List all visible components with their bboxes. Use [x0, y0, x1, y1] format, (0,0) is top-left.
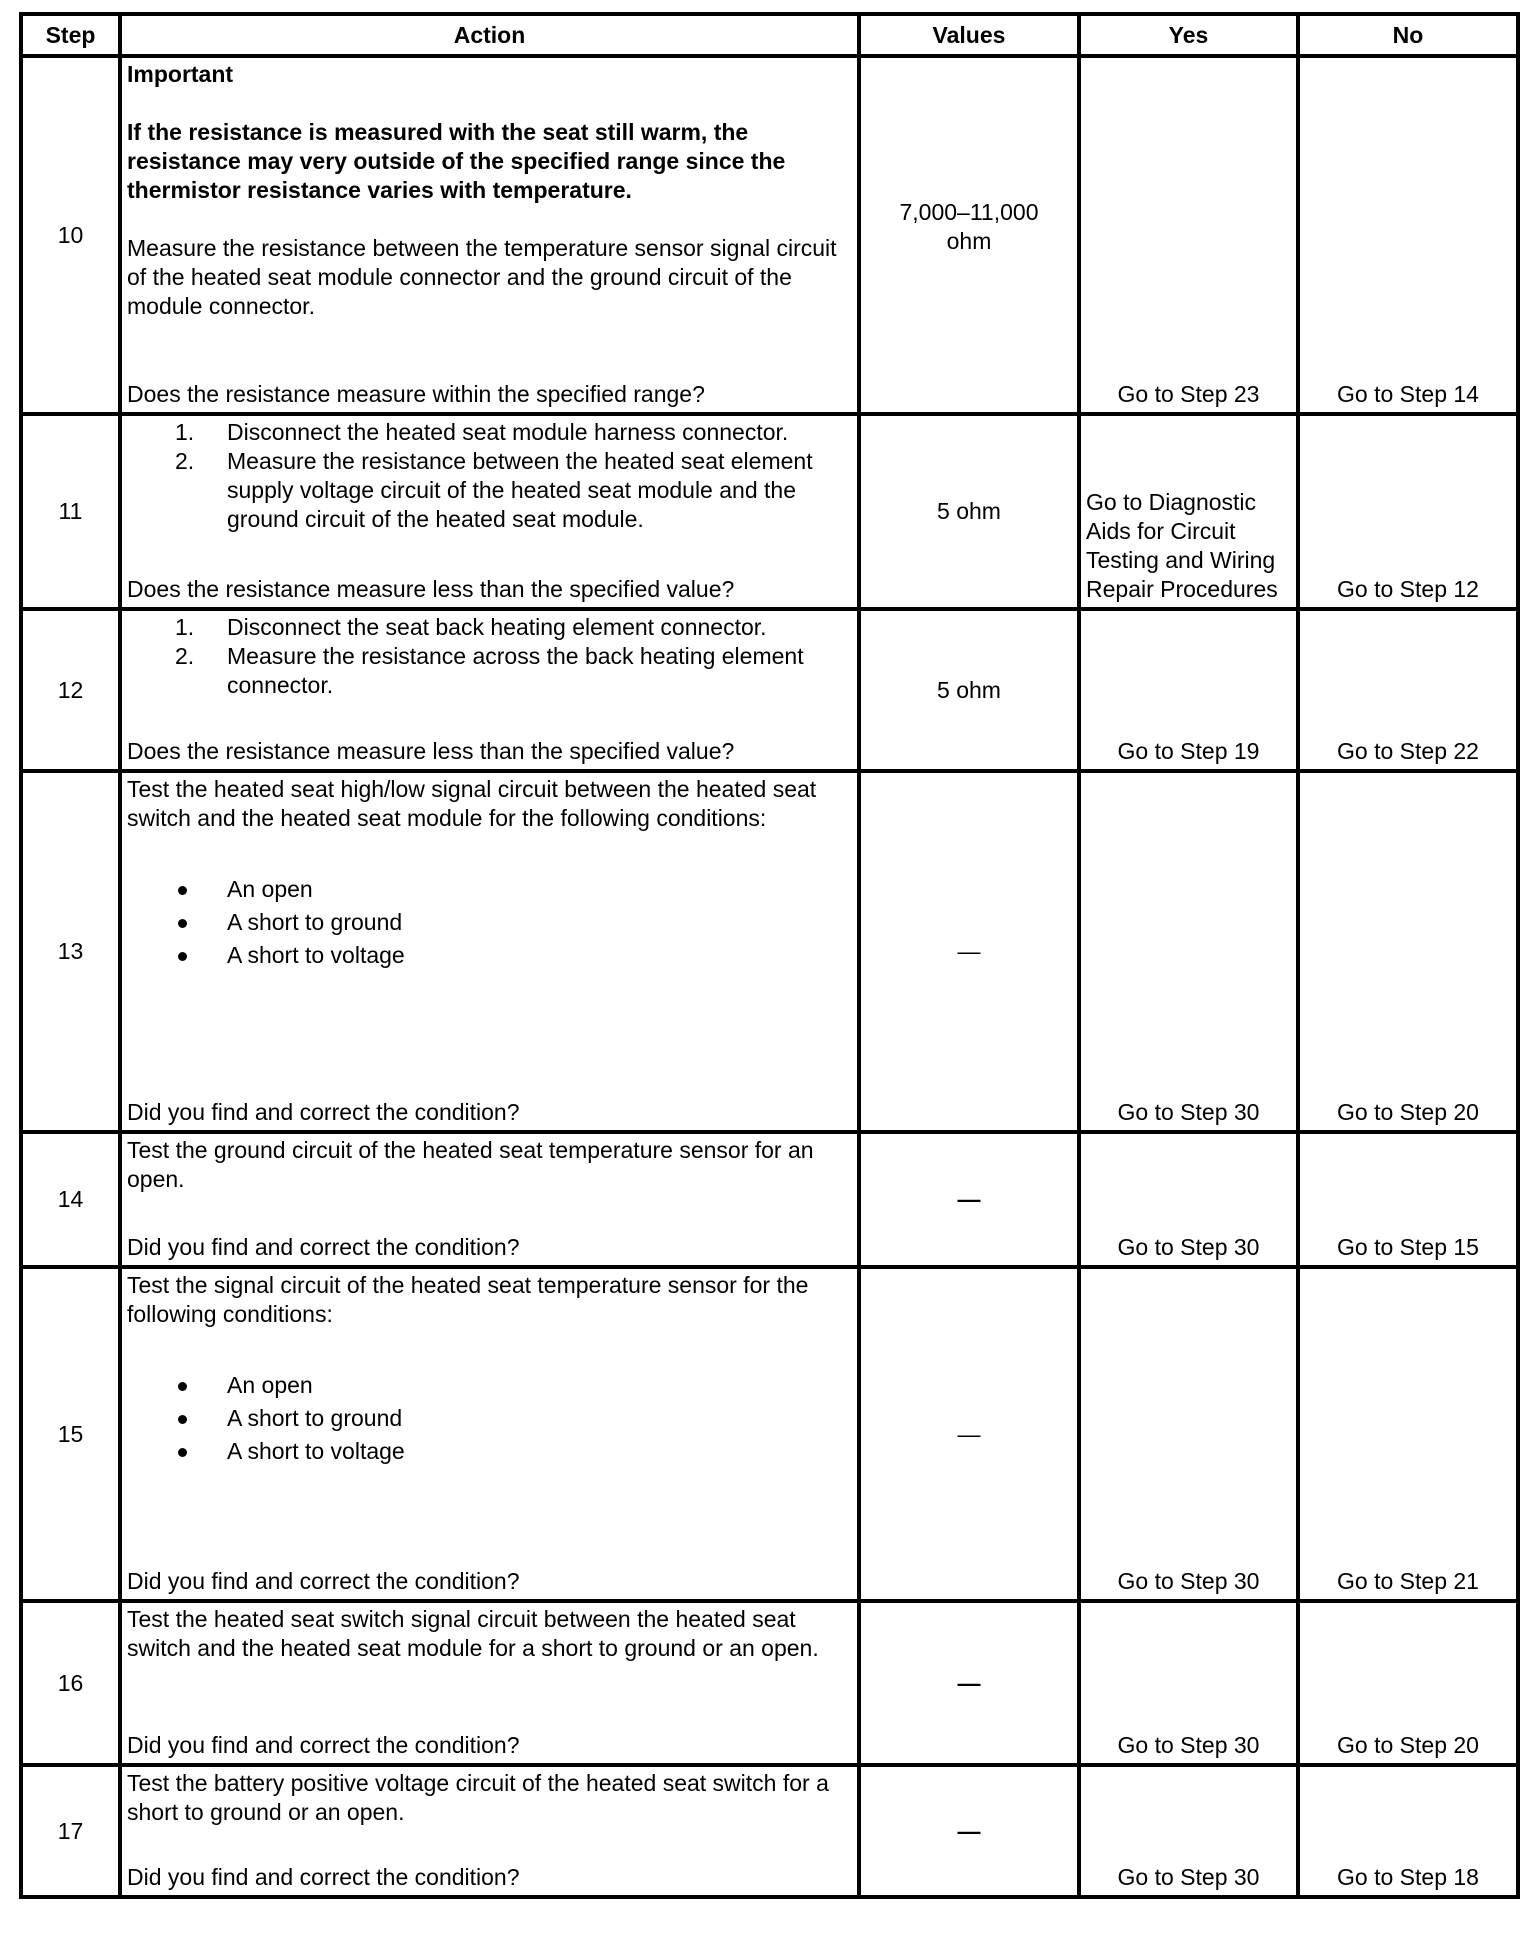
yes-cell	[1079, 771, 1298, 1132]
value-text: —	[957, 1186, 981, 1212]
important-label: Important	[127, 61, 234, 87]
no-link[interactable]: Go to Step 22	[1337, 738, 1479, 764]
value-cell	[859, 1765, 1079, 1897]
step-number: 14	[21, 1132, 120, 1267]
step-number: 12	[21, 609, 120, 771]
yes-cell	[1079, 1765, 1298, 1897]
step-number: 15	[21, 1267, 120, 1601]
list-item: A short to voltage	[127, 1435, 853, 1468]
no-cell	[1298, 1765, 1518, 1897]
value-cell	[859, 1267, 1079, 1601]
list-item: 2. Measure the resistance between the heated seat element supply voltage circuit of the heated seat module and the ground circuit of the heated seat module.	[175, 448, 813, 532]
question-text: Did you find and correct the condition?	[127, 1864, 520, 1890]
action-cell	[120, 1601, 859, 1765]
action-cell	[120, 609, 859, 771]
instruction-text: Test the heated seat switch signal circuit between the heated seat switch and the heated seat module for a short to ground or an open.	[127, 1606, 819, 1661]
action-cell	[120, 771, 859, 1132]
value-cell	[859, 771, 1079, 1132]
bullet-icon	[178, 1382, 187, 1391]
yes-cell	[1079, 1601, 1298, 1765]
question-text: Does the resistance measure less than the specified value?	[127, 576, 735, 602]
action-cell	[120, 414, 859, 609]
table-row	[21, 609, 1518, 771]
instruction-text: Test the battery positive voltage circuit of the heated seat switch for a short to ground or an open.	[127, 1770, 829, 1825]
value-cell	[859, 1601, 1079, 1765]
list-item: An open	[127, 873, 853, 906]
condition-list	[127, 1369, 853, 1468]
yes-cell	[1079, 1132, 1298, 1267]
question-text: Did you find and correct the condition?	[127, 1234, 520, 1260]
yes-cell	[1079, 1267, 1298, 1601]
instruction-text: Test the ground circuit of the heated seat temperature sensor for an open.	[127, 1137, 814, 1192]
no-link[interactable]: Go to Step 14	[1337, 381, 1479, 407]
numbered-list	[127, 613, 853, 700]
no-link[interactable]: Go to Step 12	[1337, 576, 1479, 602]
action-cell	[120, 1267, 859, 1601]
question-text: Did you find and correct the condition?	[127, 1099, 520, 1125]
yes-link[interactable]: Go to Step 30	[1117, 1234, 1260, 1260]
step-number: 13	[21, 771, 120, 1132]
bullet-icon	[178, 886, 187, 895]
no-cell	[1298, 609, 1518, 771]
no-cell	[1298, 771, 1518, 1132]
value-text: 5 ohm	[937, 676, 1001, 703]
table-row	[21, 771, 1518, 1132]
value-text: 7,000–11,000 ohm	[899, 199, 1039, 254]
yes-link[interactable]: Go to Step 19	[1117, 738, 1260, 764]
yes-link[interactable]: Go to Step 30	[1117, 1864, 1260, 1890]
no-link[interactable]: Go to Step 18	[1337, 1864, 1479, 1890]
instruction-text: Test the signal circuit of the heated seat temperature sensor for the following conditions:	[127, 1272, 809, 1327]
action-cell	[120, 1765, 859, 1897]
no-cell	[1298, 1132, 1518, 1267]
value-cell	[859, 609, 1079, 771]
header-action: Action	[120, 14, 859, 56]
instruction-text: Measure the resistance between the temperature sensor signal circuit of the heated seat module connector and the ground circuit of the module connector.	[127, 235, 837, 319]
table-row	[21, 414, 1518, 609]
yes-link[interactable]: Go to Diagnostic Aids for Circuit Testing and Wiring Repair Procedures	[1086, 489, 1278, 602]
question-text: Did you find and correct the condition?	[127, 1568, 520, 1594]
header-no: No	[1298, 14, 1518, 56]
value-text: —	[957, 1817, 981, 1844]
value-cell	[859, 56, 1079, 414]
header-values: Values	[859, 14, 1079, 56]
value-text: —	[957, 1669, 981, 1696]
step-number: 10	[21, 56, 120, 414]
list-item: A short to ground	[127, 1402, 853, 1435]
yes-cell	[1079, 414, 1298, 609]
table-row	[21, 1601, 1518, 1765]
no-cell	[1298, 1601, 1518, 1765]
yes-link[interactable]: Go to Step 30	[1117, 1568, 1260, 1594]
value-text: —	[957, 938, 981, 964]
action-cell	[120, 56, 859, 414]
numbered-list	[127, 418, 853, 534]
instruction-text: Test the heated seat high/low signal circuit between the heated seat switch and the heated seat module for the following conditions:	[127, 776, 817, 831]
value-text: 5 ohm	[937, 498, 1001, 524]
header-row	[21, 14, 1518, 56]
action-cell	[120, 1132, 859, 1267]
list-item: 1. Disconnect the seat back heating element connector.	[175, 614, 767, 640]
value-cell	[859, 1132, 1079, 1267]
list-item: 1. Disconnect the heated seat module harness connector.	[175, 419, 789, 445]
table-row	[21, 1765, 1518, 1897]
diagnostic-table	[19, 12, 1520, 1899]
no-link[interactable]: Go to Step 20	[1337, 1099, 1479, 1125]
step-number: 17	[21, 1765, 120, 1897]
header-yes: Yes	[1079, 14, 1298, 56]
table-row	[21, 1132, 1518, 1267]
question-text: Does the resistance measure less than the specified value?	[127, 738, 735, 764]
list-item: A short to ground	[127, 906, 853, 939]
value-cell	[859, 414, 1079, 609]
table-row	[21, 1267, 1518, 1601]
question-text: Did you find and correct the condition?	[127, 1732, 520, 1758]
yes-cell	[1079, 56, 1298, 414]
value-text: —	[957, 1420, 981, 1447]
no-cell	[1298, 1267, 1518, 1601]
list-item: A short to voltage	[127, 939, 853, 972]
yes-link[interactable]: Go to Step 23	[1117, 381, 1260, 407]
yes-link[interactable]: Go to Step 30	[1117, 1099, 1260, 1125]
bullet-icon	[178, 919, 187, 928]
no-cell	[1298, 56, 1518, 414]
bullet-icon	[178, 952, 187, 961]
yes-cell	[1079, 609, 1298, 771]
no-link[interactable]: Go to Step 20	[1337, 1732, 1479, 1758]
no-cell	[1298, 414, 1518, 609]
list-item: An open	[127, 1369, 853, 1402]
table-row	[21, 56, 1518, 414]
step-number: 11	[21, 414, 120, 609]
important-text: If the resistance is measured with the seat still warm, the resistance may very outside of the specified range since the thermistor resistance varies with temperature.	[127, 119, 786, 203]
no-link[interactable]: Go to Step 15	[1337, 1234, 1479, 1260]
step-number: 16	[21, 1601, 120, 1765]
header-step: Step	[21, 14, 120, 56]
question-text: Does the resistance measure within the specified range?	[127, 381, 705, 407]
bullet-icon	[178, 1415, 187, 1424]
yes-link[interactable]: Go to Step 30	[1117, 1732, 1260, 1758]
list-item: 2. Measure the resistance across the back heating element connector.	[175, 643, 804, 698]
condition-list	[127, 873, 853, 972]
no-link[interactable]: Go to Step 21	[1337, 1568, 1479, 1594]
bullet-icon	[178, 1448, 187, 1457]
